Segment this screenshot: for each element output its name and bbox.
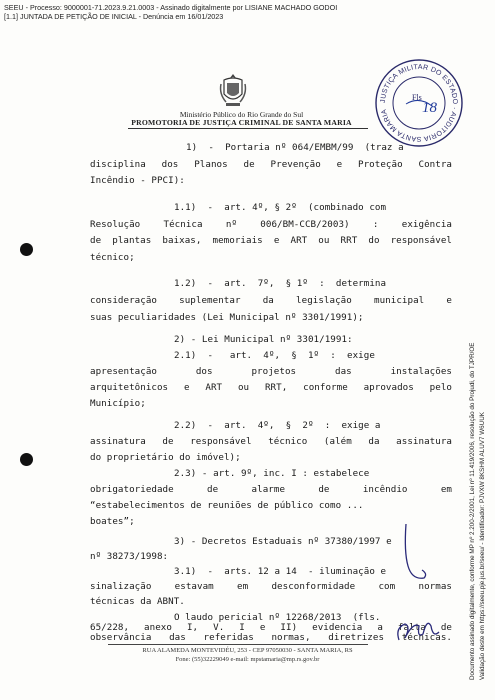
svg-text:JUSTIÇA MILITAR DO ESTADO · AU (380, 64, 458, 142)
process-line: SEEU - Processo: 9000001-71.2023.9.21.0003 - Assinado digitalmente por LISIANE MACHADO GODOI (4, 3, 338, 12)
body-line: arquitetônicos e ART ou RRT, conforme aprovados pelo (90, 382, 452, 393)
body-line: O laudo pericial nº 12268/2013 (fls. (174, 612, 381, 623)
electronic-signature-header (4, 3, 337, 21)
handwritten-mark-icon (400, 522, 430, 586)
body-line: sinalização estavam em desconformidade com normas (90, 581, 452, 592)
body-line: “estabelecimentos de reuniões de público como ... (90, 500, 364, 511)
footer-contact: Fone: (55)32229049 e-mail: mpstamaria@mp.rs.gov.br (175, 656, 320, 663)
side-note-line1: Documento assinado digitalmente, conforme MP nº 2.200-2/2001, Lei nº 11.419/2006, resolução do Projudi, do TJPR/OE (469, 342, 476, 680)
body-line: 1.2) - art. 7º, § 1º : determina (174, 278, 387, 289)
body-line: observância das referidas normas, diretrizes técnicas. (90, 632, 452, 643)
initials-signature-icon (393, 616, 443, 646)
body-line: 1.1) - art. 4º, § 2º (combinado com (174, 202, 387, 213)
body-line: assinatura de responsável técnico (além da assinatura (90, 436, 452, 447)
body-line: consideração suplementar da legislação municipal e (90, 295, 452, 306)
body-line: 2.1) - art. 4º, § 1º : exige (174, 350, 375, 361)
punch-hole-bottom (20, 453, 33, 466)
body-line: suas peculiaridades (Lei Municipal nº 3301/1991); (90, 312, 364, 323)
body-line: boates”; (90, 516, 135, 527)
footer-address: RUA ALAMEDA MONTEVIDÉU, 253 - CEP 97050030 - SANTA MARIA, RS (142, 647, 353, 654)
court-seal-stamp (372, 56, 466, 150)
institution-unit: PROMOTORIA DE JUSTIÇA CRIMINAL DE SANTA MARIA (131, 118, 352, 127)
body-line: nº 38273/1998: (90, 551, 169, 562)
institution-name: Ministério Público do Rio Grande do Sul (179, 110, 304, 119)
seal-fls-number: 18 (422, 100, 437, 116)
side-note-line2: Validação deste em https://seeu.pje.jus.br/seeu/ - Identificador: PJVXW 8KSHM ALUV7 W6UUK (479, 412, 486, 680)
footer-divider (108, 644, 368, 645)
body-line: 1) - Portaria nº 064/EMBM/99 (traz a (186, 142, 404, 153)
body-line: 2.2) - art. 4º, § 2º : exige a (174, 420, 381, 431)
body-line: técnicas da ABNT. (90, 596, 185, 607)
body-line: Município; (90, 398, 146, 409)
body-line: Resolução Técnica nº 006/BM-CCB/2003) : exigência (90, 219, 452, 230)
digital-signature-sidebar (466, 100, 492, 680)
body-line: disciplina dos Planos de Prevenção e Proteção Contra (90, 159, 452, 170)
body-line: 3) - Decretos Estaduais nº 37380/1997 e (174, 536, 392, 547)
body-line: Incêndio - PPCI): (90, 175, 185, 186)
body-line: apresentação dos projetos das instalações (90, 366, 452, 377)
seal-fls-label: Fls (412, 93, 422, 102)
header-divider (128, 128, 368, 129)
seal-ring-text: JUSTIÇA MILITAR DO ESTADO · AUDITORIA SANTA MARIA (379, 63, 459, 143)
body-line: 2.3) - art. 9º, inc. I : estabelece (174, 468, 370, 479)
body-line: do proprietário do imóvel); (90, 452, 241, 463)
body-line: obrigatoriedade de alarme de incêndio em (90, 484, 452, 495)
punch-hole-top (20, 243, 33, 256)
body-line: 2) - Lei Municipal nº 3301/1991: (174, 334, 353, 345)
body-line: técnico; (90, 252, 135, 263)
state-coat-of-arms-icon (218, 72, 248, 108)
body-line: de plantas baixas, memoriais e ART ou RRT do responsável (90, 235, 452, 246)
filing-line: [1.1] JUNTADA DE PETIÇÃO DE INICIAL - Denúncia em 16/01/2023 (4, 12, 224, 21)
body-line: 3.1) - arts. 12 a 14 - iluminação e (174, 566, 387, 577)
body-line: 65/228, anexo I, V. I e II) evidencia a falta de (90, 622, 452, 633)
